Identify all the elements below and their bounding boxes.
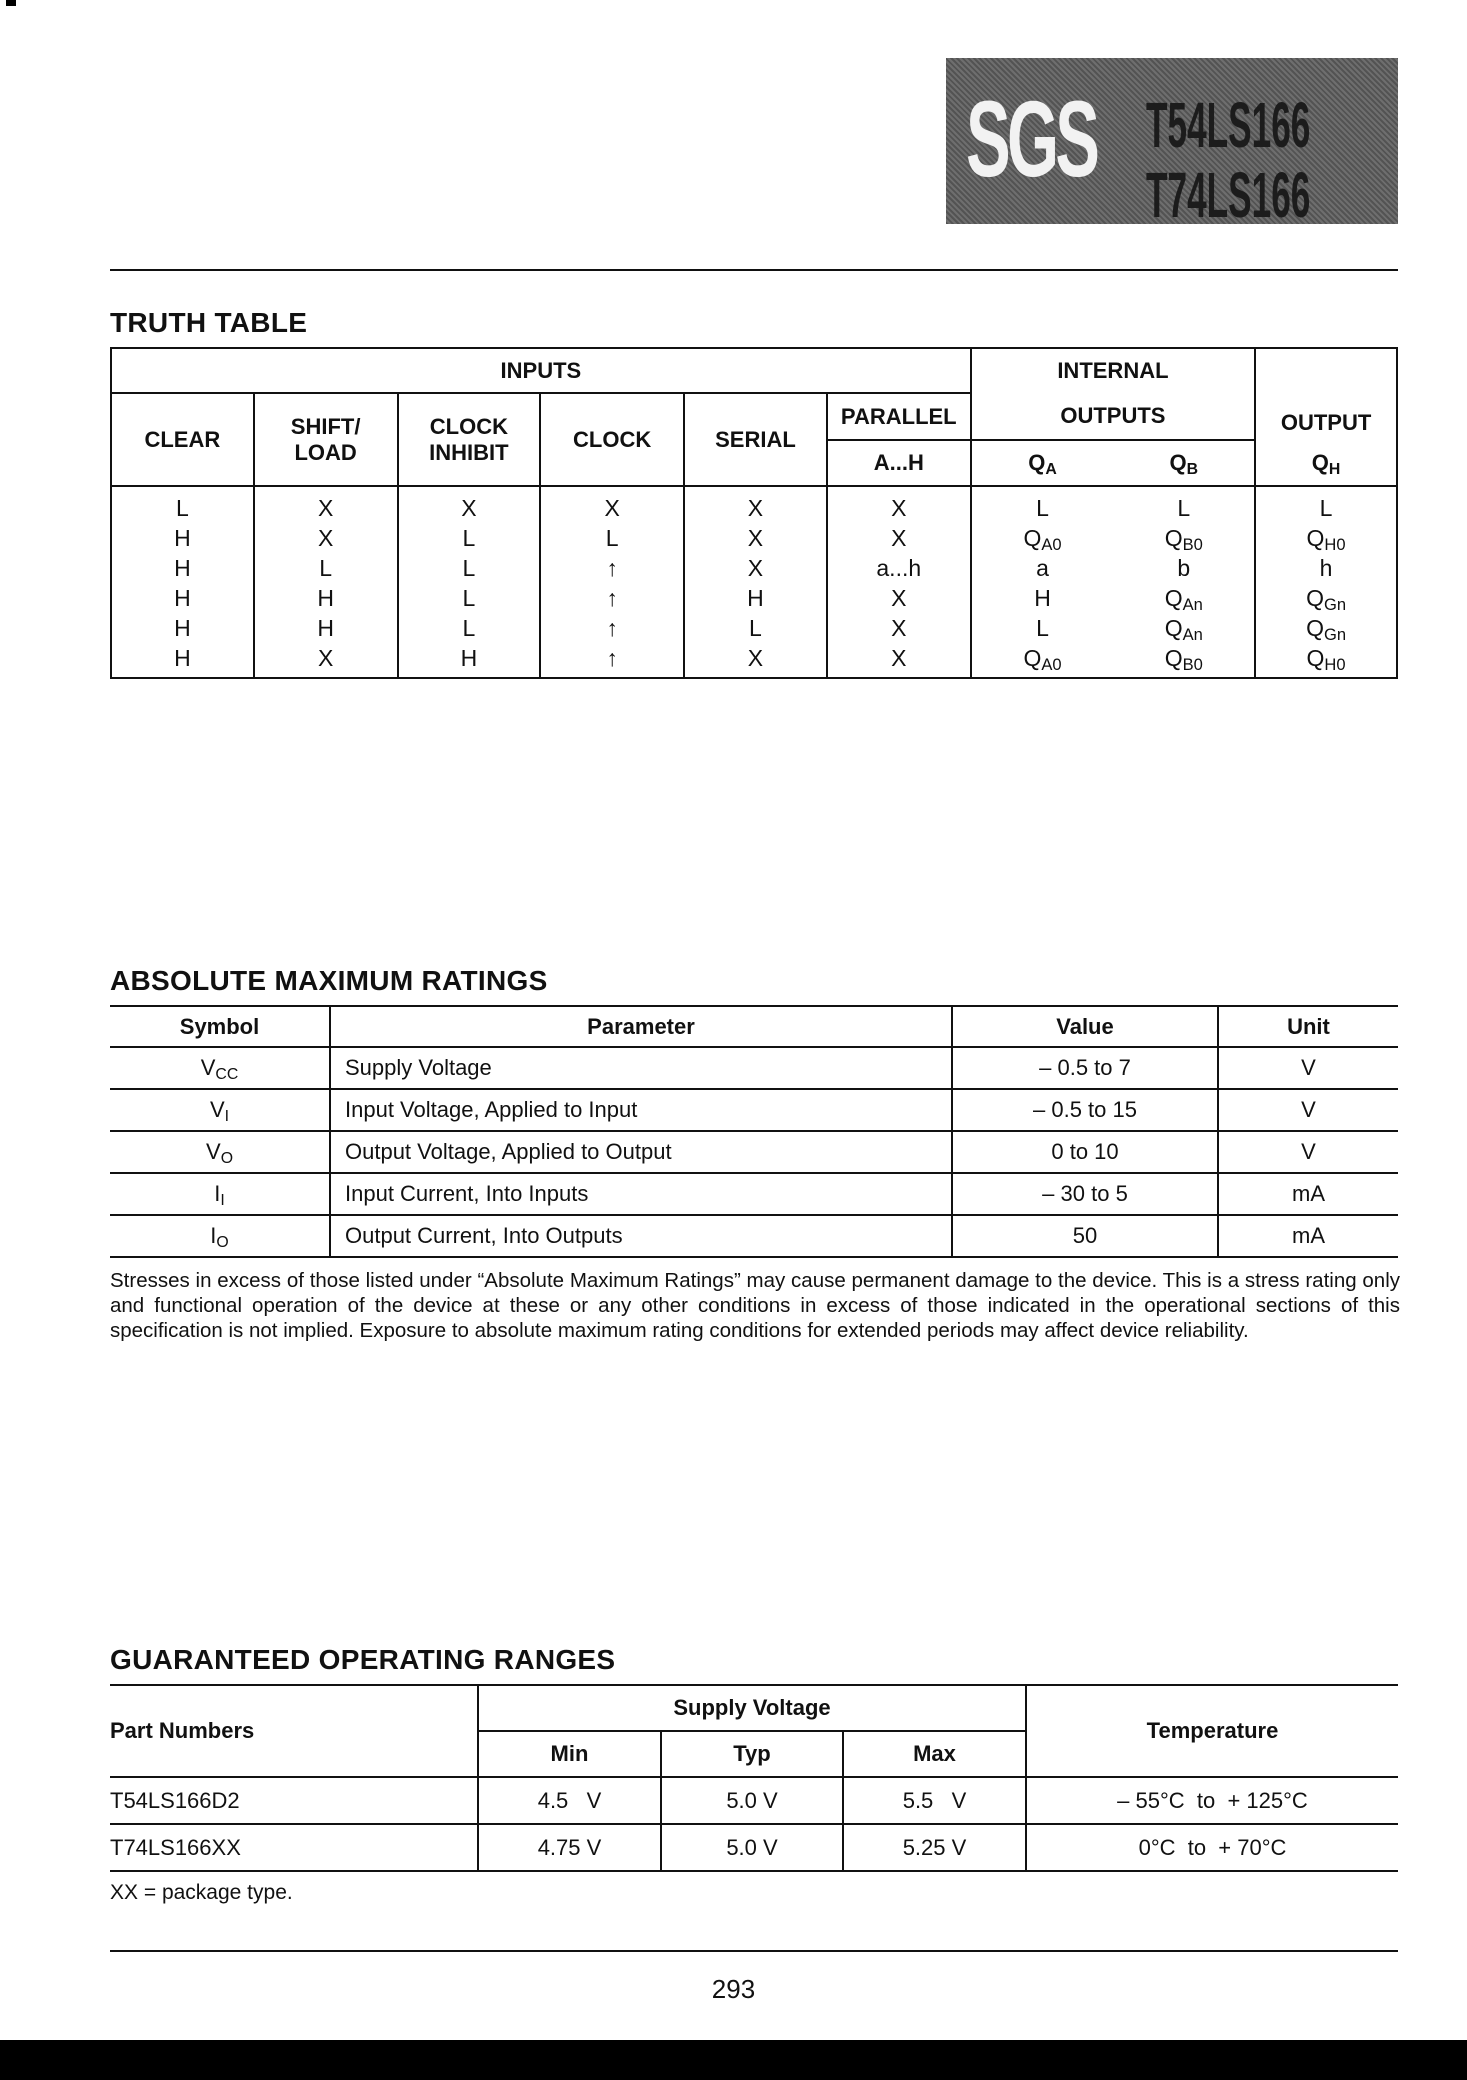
table-cell: L	[111, 486, 254, 523]
parameter-cell: Output Current, Into Outputs	[330, 1215, 952, 1257]
unit-cell: V	[1218, 1089, 1398, 1131]
part-number-cell: T74LS166XX	[110, 1834, 241, 1860]
table-cell: X	[827, 523, 971, 553]
table-cell: X	[684, 553, 827, 583]
logo-part-1: T54LS166	[1146, 89, 1311, 161]
unit-cell: mA	[1218, 1173, 1398, 1215]
sgs-logo	[946, 58, 1398, 224]
table-cell: a...h	[827, 553, 971, 583]
table-cell: L	[398, 553, 541, 583]
table-row	[111, 553, 1397, 583]
table-cell: H	[111, 553, 254, 583]
temperature-cell: – 55°C to + 125°C	[1026, 1777, 1398, 1824]
col-value: Value	[952, 1006, 1218, 1047]
table-cell: $Q_{B0}$	[1113, 523, 1255, 553]
max-cell: 5.5 V	[843, 1777, 1026, 1824]
table-cell: H	[971, 583, 1114, 613]
table-cell: L	[398, 583, 541, 613]
table-cell: $Q_{H0}$	[1255, 643, 1397, 678]
table-cell: ↑	[540, 643, 684, 678]
stress-note: Stresses in excess of those listed under “Absolute Maximum Ratings” may cause permanent damage to the device. This is a stress rating only and functional operation of the device at these or any other conditions in excess of those indicated in the operational sections of this specification is not implied. Exposure to absolute maximum rating conditions for extended periods may affect device reliability.	[110, 1269, 1400, 1342]
truth-table-title: TRUTH TABLE	[110, 307, 308, 338]
table-cell: $Q_{B0}$	[1113, 643, 1255, 678]
table-cell: H	[111, 613, 254, 643]
internal-header-2: OUTPUTS	[971, 393, 1255, 440]
table-cell: ↑	[540, 613, 684, 643]
top-rule	[110, 269, 1398, 271]
unit-cell: V	[1218, 1131, 1398, 1173]
table-row	[110, 1173, 1398, 1215]
table-cell: H	[684, 583, 827, 613]
table-row	[111, 486, 1397, 523]
unit-cell: mA	[1218, 1215, 1398, 1257]
table-cell: X	[827, 613, 971, 643]
table-cell: H	[254, 613, 398, 643]
col-max: Max	[843, 1731, 1026, 1777]
table-row	[111, 583, 1397, 613]
col-part-numbers: Part Numbers	[110, 1685, 478, 1777]
page-number: 293	[711, 1974, 756, 2004]
scan-edge	[0, 2040, 1467, 2080]
table-row	[110, 1089, 1398, 1131]
col-typ: Typ	[661, 1731, 843, 1777]
value-cell: 50	[952, 1215, 1218, 1257]
col-supply-voltage: Supply Voltage	[478, 1685, 1026, 1731]
value-cell: 0 to 10	[952, 1131, 1218, 1173]
table-cell: H	[111, 643, 254, 678]
col-shift-load: SHIFT/ LOAD	[254, 393, 398, 486]
table-cell: $Q_{Gn}$	[1255, 613, 1397, 643]
package-footnote: XX = package type.	[110, 1881, 293, 1904]
col-clear: CLEAR	[111, 393, 254, 486]
col-clock-inhibit: CLOCK INHIBIT	[398, 393, 541, 486]
table-cell: H	[111, 583, 254, 613]
col-qh: $Q_H$	[1255, 440, 1397, 486]
parameter-cell: Supply Voltage	[330, 1047, 952, 1089]
col-clock: CLOCK	[540, 393, 684, 486]
col-parameter: Parameter	[330, 1006, 952, 1047]
table-cell: L	[254, 553, 398, 583]
table-cell: $Q_{A0}$	[971, 643, 1114, 678]
operating-ranges-title: GUARANTEED OPERATING RANGES	[110, 1644, 616, 1675]
max-cell: 5.25 V	[843, 1824, 1026, 1871]
table-cell: h	[1255, 553, 1397, 583]
logo-part-2: T74LS166	[1146, 159, 1311, 224]
truth-table-body	[111, 486, 1397, 678]
col-symbol: Symbol	[110, 1006, 330, 1047]
table-row	[111, 523, 1397, 553]
output-header: OUTPUT	[1255, 348, 1397, 440]
table-cell: $Q_{An}$	[1113, 583, 1255, 613]
unit-cell: V	[1218, 1047, 1398, 1089]
table-cell: $Q_{H0}$	[1255, 523, 1397, 553]
table-row	[110, 1777, 1398, 1824]
value-cell: – 0.5 to 7	[952, 1047, 1218, 1089]
table-cell: H	[398, 643, 541, 678]
table-row	[110, 1047, 1398, 1089]
table-row	[110, 1824, 1398, 1871]
inputs-header: INPUTS	[111, 348, 971, 393]
table-cell: X	[827, 486, 971, 523]
operating-ranges-table	[110, 1684, 1398, 1872]
col-temperature: Temperature	[1026, 1685, 1398, 1777]
bottom-rule	[110, 1950, 1398, 1952]
scan-mark	[6, 0, 16, 6]
table-cell: $Q_{Gn}$	[1255, 583, 1397, 613]
table-row	[110, 1215, 1398, 1257]
table-cell: X	[684, 523, 827, 553]
min-cell: 4.5 V	[478, 1777, 661, 1824]
col-parallel: PARALLEL	[827, 393, 971, 440]
table-cell: X	[684, 643, 827, 678]
table-cell: ↑	[540, 553, 684, 583]
table-cell: X	[254, 523, 398, 553]
col-qa: $Q_A$	[971, 440, 1114, 486]
table-cell: X	[684, 486, 827, 523]
table-cell: L	[684, 613, 827, 643]
table-cell: L	[1255, 486, 1397, 523]
internal-header: INTERNAL	[971, 348, 1255, 393]
parameter-cell: Input Voltage, Applied to Input	[330, 1089, 952, 1131]
table-cell: ↑	[540, 583, 684, 613]
table-cell: L	[971, 613, 1114, 643]
table-cell: H	[111, 523, 254, 553]
part-number-cell: T54LS166D2	[110, 1777, 478, 1824]
absolute-max-table	[110, 1005, 1398, 1258]
symbol-cell: $I_O$	[210, 1223, 229, 1251]
table-cell: L	[398, 523, 541, 553]
operating-ranges-body	[110, 1777, 1398, 1871]
logo-mark: SGS	[966, 78, 1097, 199]
symbol-cell: $V_{CC}$	[110, 1047, 330, 1089]
table-row	[111, 643, 1397, 678]
table-cell: X	[254, 643, 398, 678]
absolute-max-title: ABSOLUTE MAXIMUM RATINGS	[110, 965, 548, 996]
table-cell: X	[827, 583, 971, 613]
table-row	[111, 613, 1397, 643]
table-cell: H	[254, 583, 398, 613]
table-cell: X	[540, 486, 684, 523]
parameter-cell: Input Current, Into Inputs	[330, 1173, 952, 1215]
table-cell: L	[540, 523, 684, 553]
table-cell: $Q_{An}$	[1113, 613, 1255, 643]
min-cell: 4.75 V	[478, 1824, 661, 1871]
table-cell: $Q_{A0}$	[971, 523, 1114, 553]
table-cell: X	[254, 486, 398, 523]
value-cell: – 30 to 5	[952, 1173, 1218, 1215]
table-row	[110, 1131, 1398, 1173]
table-cell: L	[971, 486, 1114, 523]
symbol-cell: $V_I$	[110, 1089, 330, 1131]
table-cell: L	[1113, 486, 1255, 523]
value-cell: – 0.5 to 15	[952, 1089, 1218, 1131]
temperature-cell: 0°C to + 70°C	[1026, 1824, 1398, 1871]
table-cell: X	[398, 486, 541, 523]
col-qb: $Q_B$	[1113, 440, 1255, 486]
col-min: Min	[478, 1731, 661, 1777]
typ-cell: 5.0 V	[661, 1777, 843, 1824]
table-cell: a	[971, 553, 1114, 583]
parameter-cell: Output Voltage, Applied to Output	[330, 1131, 952, 1173]
col-unit: Unit	[1218, 1006, 1398, 1047]
table-cell: X	[827, 643, 971, 678]
truth-table	[110, 347, 1398, 679]
symbol-cell: $I_I$	[110, 1173, 330, 1215]
table-cell: b	[1113, 553, 1255, 583]
col-serial: SERIAL	[684, 393, 827, 486]
absolute-max-body	[110, 1047, 1398, 1257]
table-cell: L	[398, 613, 541, 643]
symbol-cell: $V_O$	[110, 1131, 330, 1173]
typ-cell: 5.0 V	[661, 1824, 843, 1871]
col-parallel-sub: A...H	[827, 440, 971, 486]
